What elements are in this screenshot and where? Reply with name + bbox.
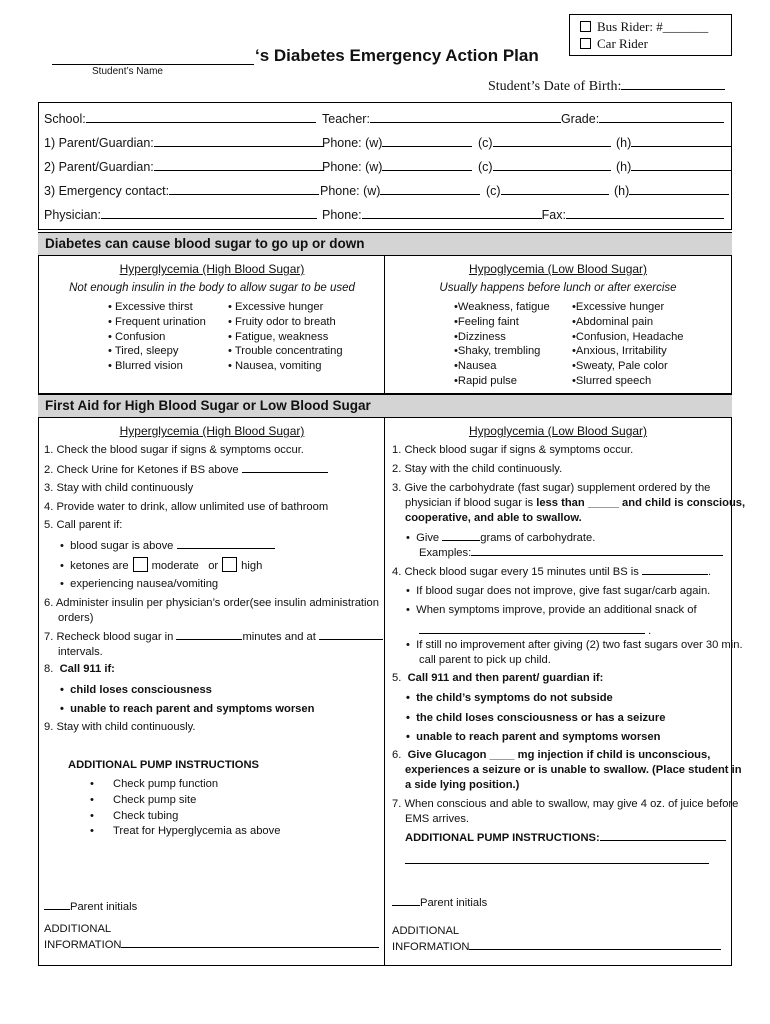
list-item: • Tired, sleepy [108, 345, 179, 358]
list-item: •Excessive hunger [572, 301, 665, 313]
list-item: • Fatigue, weakness [228, 330, 329, 343]
hypo-pump-instructions[interactable]: ADDITIONAL PUMP INSTRUCTIONS: [405, 830, 726, 846]
hypo-step-4[interactable]: 4. Check blood sugar every 15 minutes until BS is . [392, 566, 712, 578]
rider-box [569, 14, 732, 56]
hypo-parent-initials[interactable]: Parent initials [392, 895, 487, 911]
list-item: •Nausea [454, 360, 497, 373]
page-title: ‘s Diabetes Emergency Action Plan [255, 46, 539, 65]
school-row: School: [44, 112, 316, 126]
hypo-step-5c: • unable to reach parent and symptoms worsen [406, 731, 661, 743]
list-item: • Nausea, vomiting [228, 360, 322, 373]
parent-guardian-2-row[interactable]: 2) Parent/Guardian: [44, 160, 324, 174]
hyper-parent-initials[interactable]: Parent initials [44, 899, 137, 915]
list-item: •Sweaty, Pale color [572, 360, 668, 373]
hyper-step-4: 4. Provide water to drink, allow unlimited use of bathroom [44, 501, 329, 513]
hypo-step-3[interactable]: 3. Give the carbohydrate (fast sugar) supplement ordered by the physician if blood sugar is less than _____ and child is conscious, cooperative, and able to swallow. [392, 482, 746, 524]
hypo-subtitle: Usually happens before lunch or after exercise [439, 282, 677, 294]
first-aid-box [38, 394, 732, 966]
hypo-step-2: 2. Stay with the child continuously. [392, 463, 563, 475]
emergency-contact-phones[interactable]: Phone: (w) (c) (h) [320, 184, 729, 198]
hypo-step-5b: • the child loses consciousness or has a seizure [406, 712, 666, 724]
hyper-step-3: 3. Stay with child continuously [44, 482, 194, 494]
list-item: • Confusion [108, 330, 166, 343]
list-item: • Frequent urination [108, 315, 206, 328]
hyper-step-8b: • unable to reach parent and symptoms worsen [60, 703, 315, 715]
ketones-moderate-checkbox[interactable] [133, 557, 148, 572]
hyper-step-7[interactable]: 7. Recheck blood sugar in minutes and at intervals. [44, 629, 383, 660]
hypo-additional-info[interactable]: ADDITIONAL INFORMATION [392, 924, 721, 955]
hyper-additional-info[interactable]: ADDITIONAL INFORMATION [44, 922, 379, 953]
hypo-step-4c: • If still no improvement after giving (2) two fast sugars over 30 min. call parent to pick up child. [406, 639, 743, 666]
list-item: • Trouble concentrating [228, 345, 343, 358]
list-item: • Check tubing [90, 809, 179, 822]
list-item: • Excessive hunger [228, 301, 324, 313]
hypo-step-6[interactable]: 6. Give Glucagon ____ mg injection if child is unconscious, experiences a seizure or is unable to swallow. (Place student in a side lying position.) [392, 749, 742, 791]
hyper-pump-list [90, 777, 280, 840]
list-item: •Slurred speech [572, 374, 652, 387]
hyper-step-5b[interactable]: • ketones are moderate or high [60, 557, 262, 574]
list-item: •Abdominal pain [572, 315, 654, 328]
parent-guardian-2-phones[interactable]: Phone: (w) (c) (h) [322, 160, 731, 174]
hypo-symptoms-list-1 [454, 300, 550, 389]
student-name-line[interactable] [52, 64, 254, 65]
hypo-step-5a: • the child’s symptoms do not subside [406, 692, 613, 704]
hyper-symptoms-list-2 [228, 300, 343, 374]
hyper-pump-title: ADDITIONAL PUMP INSTRUCTIONS [68, 759, 260, 771]
hypo-step-3-give[interactable]: • Give grams of carbohydrate. [406, 532, 596, 544]
hyper-step-5c: • experiencing nausea/vomiting [60, 578, 219, 590]
car-rider-option[interactable]: Car Rider [580, 35, 731, 52]
hypo-step-4b[interactable]: • When symptoms improve, provide an additional snack of . [406, 604, 697, 637]
bus-rider-checkbox[interactable] [580, 21, 591, 32]
section2-heading: First Aid for High Blood Sugar or Low Blood Sugar [38, 394, 732, 418]
hypo-step-5: 5. Call 911 and then parent/ guardian if: [392, 672, 604, 684]
hyper-subtitle: Not enough insulin in the body to allow sugar to be used [69, 282, 355, 294]
list-item: •Anxious, Irritability [572, 345, 667, 358]
section2-divider [384, 418, 385, 966]
section1-heading: Diabetes can cause blood sugar to go up or down [38, 232, 732, 256]
bus-rider-option[interactable]: Bus Rider: #_______ [580, 18, 731, 35]
car-rider-checkbox[interactable] [580, 38, 591, 49]
hyper-step-2[interactable]: 2. Check Urine for Ketones if BS above [44, 462, 328, 478]
parent-guardian-1-phones[interactable]: Phone: (w) (c) (h) [322, 136, 731, 150]
hypo-step-1: 1. Check blood sugar if signs & symptoms occur. [392, 444, 634, 456]
list-item: •Dizziness [454, 330, 506, 343]
hyper-first-aid-title: Hyperglycemia (High Blood Sugar) [119, 424, 305, 438]
ketones-high-checkbox[interactable] [222, 557, 237, 572]
hyper-step-9: 9. Stay with child continuously. [44, 721, 196, 733]
students-name-label: Student’s Name [92, 66, 163, 77]
list-item: • Check pump site [90, 793, 197, 806]
list-item: •Feeling faint [454, 315, 519, 328]
hyper-step-5: 5. Call parent if: [44, 519, 123, 531]
hypo-step-4a: • If blood sugar does not improve, give fast sugar/carb again. [406, 585, 711, 597]
parent-guardian-1-row[interactable]: 1) Parent/Guardian: [44, 136, 324, 150]
physician-phone-fax[interactable]: Phone: Fax: [322, 208, 724, 222]
hyper-symptoms-list-1 [108, 300, 206, 374]
hypo-symptoms-title: Hypoglycemia (Low Blood Sugar) [468, 262, 648, 276]
date-of-birth-field[interactable]: Student’s Date of Birth: [488, 79, 725, 95]
physician-row[interactable]: Physician: [44, 208, 317, 222]
list-item: •Shaky, trembling [454, 345, 541, 358]
hypo-first-aid-title: Hypoglycemia (Low Blood Sugar) [468, 424, 648, 438]
hypo-step-7: 7. When conscious and able to swallow, may give 4 oz. of juice before EMS arrives. [392, 798, 739, 825]
hyper-step-6: 6. Administer insulin per physician’s order(see insulin administration orders) [44, 597, 379, 624]
hyper-symptoms-title: Hyperglycemia (High Blood Sugar) [119, 262, 305, 276]
hyper-step-1: 1. Check the blood sugar if signs & symptoms occur. [44, 444, 304, 456]
emergency-contact-row[interactable]: 3) Emergency contact: [44, 184, 319, 198]
list-item: • Treat for Hyperglycemia as above [90, 825, 281, 838]
list-item: • Check pump function [90, 778, 219, 790]
list-item: •Weakness, fatigue [454, 301, 550, 313]
teacher-row[interactable]: Teacher: Grade: [322, 112, 724, 126]
list-item: • Blurred vision [108, 360, 183, 373]
hyper-step-8a: • child loses consciousness [60, 684, 212, 696]
hyper-step-5a[interactable]: • blood sugar is above [60, 538, 275, 554]
list-item: •Rapid pulse [454, 374, 518, 387]
list-item: • Fruity odor to breath [228, 315, 336, 328]
hypo-pump-line[interactable] [405, 863, 709, 864]
hyper-step-8: 8. Call 911 if: [44, 663, 115, 675]
section1-divider [384, 256, 385, 394]
list-item: •Confusion, Headache [572, 330, 684, 343]
list-item: • Excessive thirst [108, 301, 193, 313]
hypo-step-3-examples[interactable]: Examples: [419, 545, 723, 561]
hypo-symptoms-list-2 [572, 300, 684, 389]
